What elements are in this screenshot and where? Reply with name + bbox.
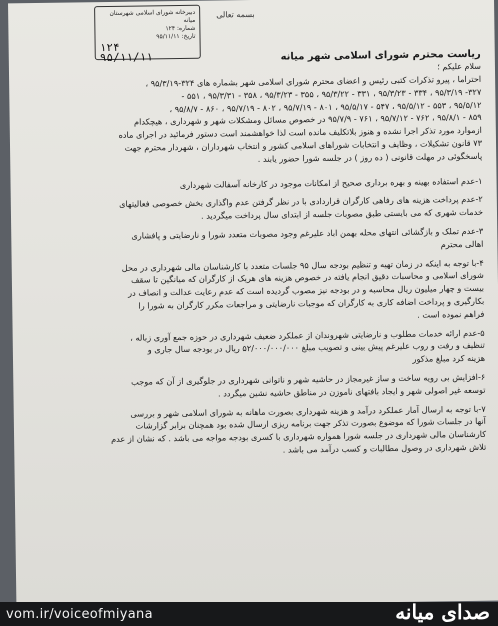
item-line: ۶-افزایش بی رویه ساخت و ساز غیرمجاز در حاشیه شهر و ناتوانی شهرداری در جلوگیری از آن که موجب bbox=[131, 371, 486, 387]
watermark-bar bbox=[0, 602, 498, 626]
list-item-7 bbox=[34, 402, 487, 459]
salutation-line: سلام علیکم ؛ bbox=[437, 61, 482, 72]
item-line: خدمات شهری که می بایستی طبق مصوبات جلسه از ابتدای سال پرداخت میگردید . bbox=[200, 206, 484, 221]
item-line: فراهم نموده است . bbox=[417, 308, 485, 320]
item-line: ۲-عدم پرداخت هزینه های رفاهی کارگران قراردادی با در نظر گرفتن عدم واگذاری بخش خصوصی فعالیتهای bbox=[119, 194, 483, 210]
item-line: اهالی محترم bbox=[440, 238, 484, 250]
intro-line: احتراما ، پیرو تذکرات کتبی رئیس و اعضای محترم شورای اسلامی شهر بشماره های ۳۲۴-۹۵/۳/۱۹ ، bbox=[145, 73, 482, 89]
intro-line: ۳۲۷- ۹۵/۳/۱۹ ، ۳۳۴ - ۹۵/۳/۲۳ ، ۳۳۱ - ۹۵/۳/۲۲ ، ۳۵۵ - ۹۵/۳/۲۳ ، ۳۵۸ - ۹۵/۳/۳۱ ، ۵۵۱ - bbox=[181, 86, 482, 101]
watermark-logo: صدای میانه bbox=[395, 600, 490, 624]
item-line: ۳-عدم تملک و بازگشائی انتهای محله بهمن اباد علیرغم وجود مصوبات متعدد شورا و نارضایتی و پافشاری bbox=[131, 225, 484, 241]
intro-paragraph bbox=[29, 73, 482, 169]
intro-line: ۸۵۹ - ۹۵/۸/۱ ، ۷۶۲ - ۹۵/۷/۱۲ ، ۷۶۱ - ۹۵/۷/۹ در خصوص مسائل ومشکلات شهر و شهرداری ، هیچکدام bbox=[133, 112, 482, 128]
item-line: تلاش شهرداری در وصول مطالبات و کسب درآمد می باشد . bbox=[282, 441, 487, 455]
item-line: هزینه کرد مبلغ مذکور bbox=[412, 352, 486, 364]
item-line: بکارگیری و پرداخت اضافه کاری به کارگران که موجبات نارضایتی و مراجعات مکرر کارگران به شورا را bbox=[138, 295, 485, 311]
intro-line: ۷۳ قانون تشکیلات ، وظایف و انتخابات شوراهای اسلامی کشور و انتخاب شهرداران ، شهردار محترم جهت bbox=[124, 137, 483, 153]
intro-line: پاسخگوئی در مهلت قانونی ( ده روز ) در جلسه شورا حضور یابند . bbox=[257, 150, 483, 164]
item-line: ۴-با توجه به اینکه در زمان تهیه و تنظیم بودجه سال ۹۵ جلسات متعدد با کارشناسان مالی شهرداری در محل bbox=[121, 257, 484, 273]
stamp-line-2: شماره: ۱۲۴ bbox=[165, 24, 196, 33]
intro-line: ۹۵/۵/۱۲ ، ۵۵۳ - ۹۵/۵/۱۲ ، ۵۴۷ - ۹۵/۵/۱۷ ، ۸۰۱ - ۹۵/۷/۱۹ ، ۸۰۲ - ۹۵/۷/۱۹ ، ۸۶۰ - ۹۵/۸/۷ ، bbox=[169, 99, 482, 114]
document-page bbox=[8, 0, 498, 607]
item-line: ۷-با توجه به ارسال آمار عملکرد درآمد و هزینه شهرداری بصورت ماهانه به شورای اسلامی شهر و بررسی bbox=[130, 403, 486, 419]
item-line: آنها در جلسات شورا که موضوع بصورت تذکر جهت برنامه ریزی ارسال شده بود همچنان برابر گزارشات bbox=[135, 416, 486, 431]
item-line: تنظیف و رفت و روب علیرغم پیش بینی و تصویب مبلغ ۵۲/۰۰۰/۰۰۰/۰۰۰ ریال در بودجه سال جاری و bbox=[147, 340, 485, 355]
stamp-handwritten-number: ۱۲۴ bbox=[99, 40, 120, 55]
item-line: توسعه غیر اصولی شهر و ایجاد بافتهای ناموزن در مناطق حاشیه نشین میگردد . bbox=[217, 384, 486, 399]
item-line: ۱-عدم استفاده بهینه و بهره برداری صحیح از امکانات موجود در کارخانه آسفالت شهرداری bbox=[179, 175, 483, 190]
list-item-5 bbox=[33, 326, 485, 371]
bismillah-heading: بسمه تعالی bbox=[216, 9, 255, 20]
intro-line: ازموارد مورد تذکر اجرا نشده و هنوز بلاتکلیف مانده است لذا خواهشمند است دستور فرمائید در اجرای ماده bbox=[118, 124, 482, 141]
item-line: شورای اسلامی و محاسبات دقیق انجام یافته در خصوص هزینه های هریک از کارگران که میانگین تا سقف bbox=[130, 270, 484, 286]
stamp-line-3: تاریخ: ۹۵/۱۱/۱۱ bbox=[156, 32, 196, 41]
registry-stamp bbox=[94, 5, 201, 65]
item-line: بیست و چهار میلیون ریال محاسبه و در بودجه نیز مصوب گردیده است که عدم رعایت عدالت و انصاف در bbox=[128, 282, 485, 298]
letter-body bbox=[29, 49, 487, 460]
list-item-4 bbox=[32, 256, 485, 326]
stamp-line-1: دبیرخانه شورای اسلامی شهرستان میانه bbox=[109, 8, 196, 24]
stamp-handwritten-date: ۹۵/۱۱/۱۱ bbox=[99, 50, 153, 65]
watermark-url: vom.ir/voiceofmiyana bbox=[6, 607, 153, 622]
item-line: ۵-عدم ارائه خدمات مطلوب و نارضایتی شهروندان از عملکرد ضعیف شهرداری در حوزه جمع آوری زباله ، bbox=[130, 327, 485, 343]
addressee-line: ریاست محترم شورای اسلامی شهر میانه bbox=[280, 48, 481, 63]
item-line: کارشناسان مالی شهرداری در جلسه شورا همواره شهرداری با کسری بودجه مواجه می باشد . که نشان از عدم bbox=[110, 428, 487, 445]
